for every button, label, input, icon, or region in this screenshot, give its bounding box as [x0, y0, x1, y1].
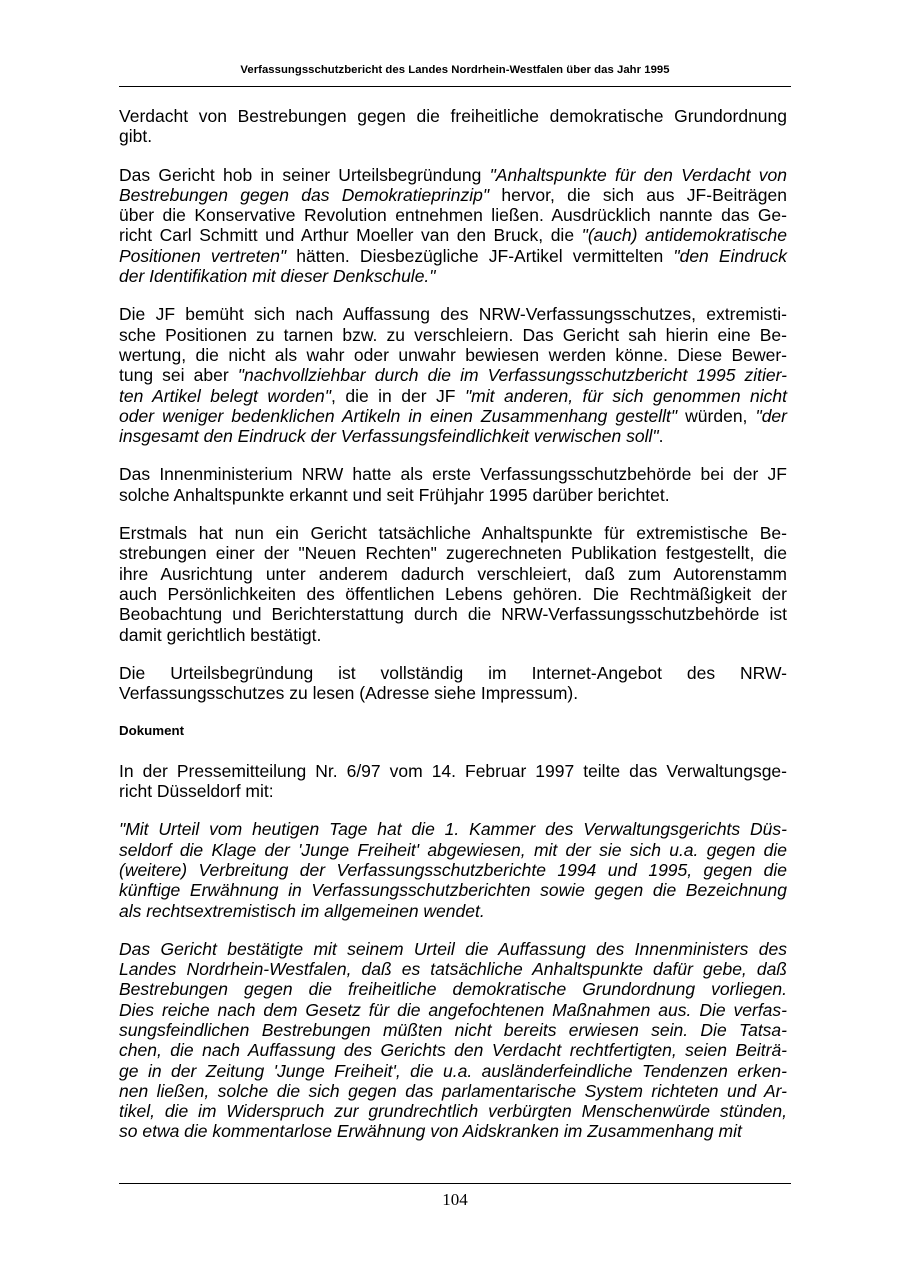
body-text	[119, 106, 787, 1160]
italic-text: oder weniger bedenklichen Artikeln in einen Zusammenhang gestellt"	[119, 405, 678, 426]
text-line	[119, 663, 787, 683]
text-line	[119, 860, 787, 880]
text: hätten. Diesbezügliche JF-Artikel vermittelten	[286, 245, 674, 266]
italic-text: Bestrebungen gegen die freiheitliche demokratische Grundordnung vorliegen.	[119, 979, 787, 1000]
italic-text: künftige Erwähnung in Verfassungsschutzberichten sowie gegen die Bezeichnung	[119, 880, 787, 901]
running-header: Verfassungsschutzbericht des Landes Nordrhein-Westfalen über das Jahr 1995	[240, 64, 670, 76]
text: Dokument	[119, 723, 185, 739]
text-line	[119, 304, 787, 324]
text-line	[119, 1020, 787, 1040]
text-line	[119, 266, 787, 286]
italic-text: so etwa die kommentarlose Erwähnung von Aidskranken im Zusammenhang mit	[119, 1121, 742, 1142]
text-line	[119, 781, 787, 801]
text: tung sei aber	[119, 365, 238, 386]
paragraph	[119, 464, 787, 505]
text: Verfassungsschutzes zu lesen (Adresse siehe Impressum).	[119, 683, 579, 704]
text-line	[119, 1101, 787, 1121]
text-line	[119, 584, 787, 604]
italic-text: "mit anderen, für sich genommen nicht	[464, 385, 787, 406]
italic-text: "der	[755, 405, 787, 426]
text-line	[119, 325, 787, 345]
italic-text: ge in der Zeitung 'Junge Freiheit', die u.a. ausländerfeindliche Tendenzen erken-	[119, 1060, 787, 1081]
text-line	[119, 979, 787, 999]
italic-text: seldorf die Klage der 'Junge Freiheit' abgewiesen, mit der sie sich u.a. gegen die	[119, 839, 787, 860]
italic-text: "den Eindruck	[673, 245, 788, 266]
paragraph	[119, 761, 787, 802]
text: Die Urteilsbegründung ist vollständig im Internet-Angebot des NRW-	[119, 662, 787, 683]
text-line	[119, 464, 787, 484]
text-line	[119, 819, 787, 839]
header-rule	[119, 86, 791, 87]
text-line	[119, 761, 787, 781]
text-line	[119, 543, 787, 563]
text-line	[119, 205, 787, 225]
text: Das Gericht hob in seiner Urteilsbegründung	[119, 164, 490, 185]
text-line	[119, 721, 787, 741]
paragraph	[119, 939, 787, 1142]
italic-text: sungsfeindlichen Bestrebungen müßten nicht bereits erwiesen sein. Die Tatsa-	[119, 1019, 787, 1040]
text-line	[119, 1000, 787, 1020]
italic-text: ten Artikel belegt worden"	[119, 385, 332, 406]
text: Das Innenministerium NRW hatte als erste Verfassungsschutzbehörde bei der JF	[119, 464, 787, 485]
text-line	[119, 1121, 787, 1141]
text: über die Konservative Revolution entnehmen ließen. Ausdrücklich nannte das Ge-	[119, 205, 787, 226]
text-line	[119, 959, 787, 979]
text-line	[119, 485, 787, 505]
paragraph	[119, 106, 787, 147]
italic-text: "Mit Urteil vom heutigen Tage hat die 1. Kammer des Verwaltungsgerichts Düs-	[119, 819, 787, 840]
text-line	[119, 564, 787, 584]
text-line	[119, 625, 787, 645]
text-line	[119, 165, 787, 185]
text: sche Positionen zu tarnen bzw. zu verschleiern. Das Gericht sah hierin eine Be-	[119, 324, 787, 345]
text: richt Düsseldorf mit:	[119, 781, 274, 802]
text-line	[119, 1081, 787, 1101]
italic-text: insgesamt den Eindruck der Verfassungsfeindlichkeit verwischen soll"	[119, 426, 659, 447]
text: würden,	[677, 405, 756, 426]
text: Die JF bemüht sich nach Auffassung des NRW-Verfassungsschutzes, extremisti-	[119, 304, 787, 325]
text-line	[119, 365, 787, 385]
footer-rule	[119, 1183, 791, 1184]
paragraph	[119, 165, 787, 287]
text: auch Persönlichkeiten des öffentlichen Lebens gehören. Die Rechtmäßigkeit der	[119, 583, 787, 604]
page-number: 104	[442, 1190, 468, 1209]
text: ihre Ausrichtung unter anderem dadurch verschleiert, daß zum Autorenstamm	[119, 563, 787, 584]
italic-text: Das Gericht bestätigte mit seinem Urteil die Auffassung des Innenministers des	[119, 938, 787, 959]
text-line	[119, 880, 787, 900]
text-line	[119, 939, 787, 959]
text-line	[119, 683, 787, 703]
text-line	[119, 523, 787, 543]
paragraph	[119, 304, 787, 446]
italic-text: tikel, die im Widerspruch zur grundrechtlich verbürgten Menschenwürde stünden,	[119, 1101, 787, 1122]
italic-text: Positionen vertreten"	[119, 245, 287, 266]
italic-text: als rechtsextremistisch im allgemeinen wendet.	[119, 900, 485, 921]
italic-text: "Anhaltspunkte für den Verdacht von	[489, 164, 787, 185]
text: In der Pressemitteilung Nr. 6/97 vom 14. Februar 1997 teilte das Verwaltungsge-	[119, 760, 787, 781]
text-line	[119, 840, 787, 860]
text-line	[119, 426, 787, 446]
text: Beobachtung und Berichterstattung durch die NRW-Verfassungsschutzbehörde ist	[119, 604, 787, 625]
text-line	[119, 901, 787, 921]
text: richt Carl Schmitt und Arthur Moeller van den Bruck, die	[119, 225, 582, 246]
text-line	[119, 225, 787, 245]
paragraph	[119, 523, 787, 645]
section-heading	[119, 721, 787, 741]
paragraph	[119, 819, 787, 920]
paragraph	[119, 663, 787, 704]
text: strebungen einer der "Neuen Rechten" zugerechneten Publikation festgestellt, die	[119, 543, 787, 564]
text: damit gerichtlich bestätigt.	[119, 624, 322, 645]
italic-text: der Identifikation mit dieser Denkschule."	[119, 266, 436, 287]
italic-text: (weitere) Verbreitung der Verfassungsschutzberichte 1994 und 1995, gegen die	[119, 859, 787, 880]
text: hervor, die sich aus JF-Beiträgen	[489, 184, 787, 205]
italic-text: nen ließen, solche die sich gegen das parlamentarische System richteten und Ar-	[119, 1080, 787, 1101]
italic-text: Dies reiche nach dem Gesetz für die angefochtenen Maßnahmen aus. Die verfas-	[119, 999, 787, 1020]
italic-text: Bestrebungen gegen das Demokratieprinzip"	[119, 184, 490, 205]
text-line	[119, 106, 787, 126]
italic-text: "nachvollziehbar durch die im Verfassungsschutzbericht 1995 zitier-	[237, 365, 787, 386]
text-line	[119, 1061, 787, 1081]
text: .	[658, 426, 664, 447]
text-line	[119, 126, 787, 146]
text-line	[119, 345, 787, 365]
text-line	[119, 246, 787, 266]
text-line	[119, 604, 787, 624]
text-line	[119, 185, 787, 205]
text: , die in der JF	[331, 385, 465, 406]
text: wertung, die nicht als wahr oder unwahr bewiesen werden könne. Diese Bewer-	[119, 344, 787, 365]
text-line	[119, 1040, 787, 1060]
text: solche Anhaltspunkte erkannt und seit Frühjahr 1995 darüber berichtet.	[119, 484, 670, 505]
text: Verdacht von Bestrebungen gegen die freiheitliche demokratische Grundordnung	[119, 106, 787, 126]
italic-text: chen, die nach Auffassung des Gerichts den Verdacht rechtfertigten, seien Beiträ-	[119, 1040, 787, 1061]
text-line	[119, 406, 787, 426]
text: Erstmals hat nun ein Gericht tatsächliche Anhaltspunkte für extremistische Be-	[119, 523, 787, 544]
italic-text: "(auch) antidemokratische	[581, 225, 787, 246]
text-line	[119, 386, 787, 406]
italic-text: Landes Nordrhein-Westfalen, daß es tatsächliche Anhaltspunkte dafür gebe, daß	[119, 959, 787, 980]
text: gibt.	[119, 126, 153, 147]
